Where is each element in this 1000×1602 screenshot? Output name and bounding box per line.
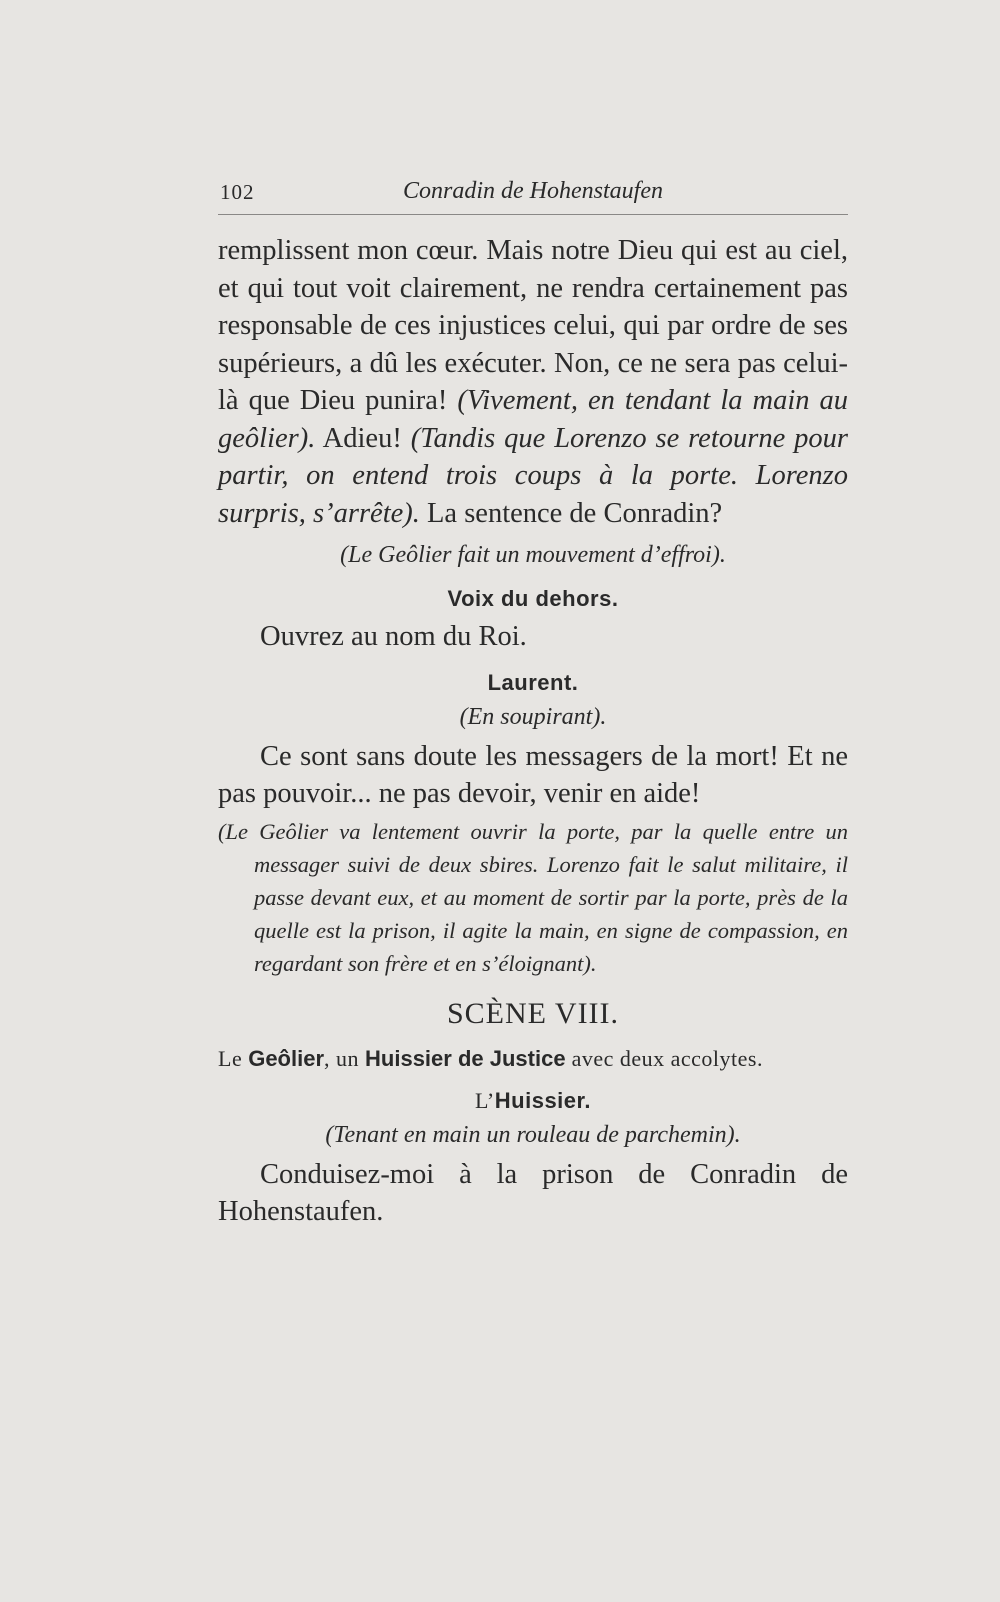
stage-direction: (En soupirant). <box>459 703 607 730</box>
dialogue-line: Ce sont sans doute les messagers de la mort! Et ne pas pouvoir... ne pas devoir, venir en aide! <box>218 740 848 809</box>
stage-direction: (Tenant en main un rouleau de parchemin). <box>325 1121 741 1148</box>
cast-role: Geôlier <box>248 1045 325 1071</box>
cast-text: , un <box>324 1045 366 1071</box>
cast-role: Huissier de Justice <box>365 1045 566 1071</box>
stage-direction: (Le Geôlier fait un mouvement d’effroi). <box>340 542 726 568</box>
page-header <box>218 178 848 215</box>
speaker-name: Laurent. <box>487 669 579 695</box>
stage-direction-inline: (Tandis que Lorenzo se retourne pour partir, on entend trois coups à la porte. Lorenzo surpris, s’arrête). <box>218 422 848 529</box>
dialogue-line: Ouvrez au nom du Roi. <box>260 621 527 652</box>
speaker-prefix: L’ <box>475 1087 495 1113</box>
speaker-name: Voix du dehors. <box>447 586 619 611</box>
stage-direction-inline: (Vivement, en tendant la main au geôlier). <box>218 385 848 454</box>
cast-text: Le <box>218 1045 249 1071</box>
speaker-name <box>218 1084 848 1118</box>
page-number: 102 <box>220 180 255 204</box>
dialogue-line: Conduisez-moi à la prison de Conradin de Hohenstaufen. <box>218 1158 848 1227</box>
stage-direction-block: (Le Geôlier va lentement ouvrir la porte, par la quelle entre un messager suivi de deux sbires. Lorenzo fait le salut militaire, il passe devant eux, et au moment de sortir par la porte, près de la quelle est la prison, il agite la main, en signe de compassion, en regardant son frère et en s’éloignant). <box>218 818 848 976</box>
scene-cast <box>218 1042 848 1076</box>
page-content <box>218 232 848 1231</box>
speaker-label: Huissier. <box>494 1087 591 1113</box>
dialogue-text: Adieu! <box>315 422 411 454</box>
cast-text: avec deux accolytes. <box>565 1045 763 1071</box>
scene-title: SCÈNE VIII. <box>446 996 620 1030</box>
dialogue-text: remplissent mon cœur. Mais notre Dieu qui est au ciel, et qui tout voit clairement, ne rendra certainement pas responsable de ces injustices celui, qui par ordre de ses supérieurs, a dû les exécuter. Non, ce ne sera pas celui-là que Dieu punira! <box>218 235 848 416</box>
dialogue-paragraph <box>218 232 848 532</box>
dialogue-text: La sentence de Conradin? <box>419 497 723 529</box>
running-title: Conradin de Hohenstaufen <box>403 178 663 204</box>
